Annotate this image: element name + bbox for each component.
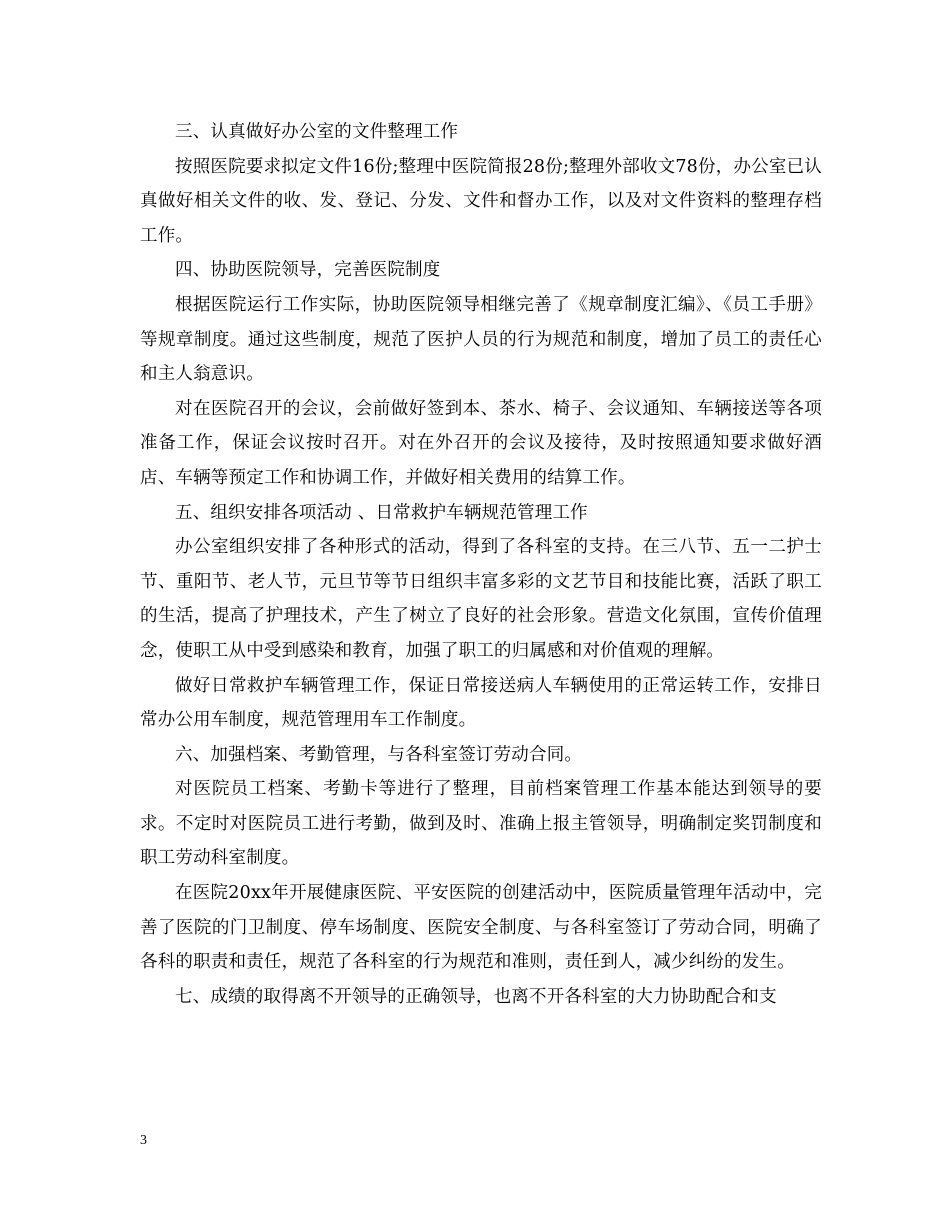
paragraph-regulations: 根据医院运行工作实际，协助医院领导相继完善了《规章制度汇编》、《员工手册》等规章制度。通过这些制度，规范了医护人员的行为规范和制度，增加了员工的责任心和主人翁意识。 (140, 294, 822, 385)
paragraph-activities: 办公室组织安排了各种形式的活动，得到了各科室的支持。在三八节、五一二护士节、重阳节、老人节，元旦节等节日组织丰富多彩的文艺节目和技能比赛，活跃了职工的生活，提高了护理技术，产生了树立了良好的社会形象。营造文化氛围，宣传价值理念，使职工从中受到感染和教育，加强了职工的归属感和对价值观的理解。 (140, 537, 822, 661)
section-heading-3: 三、认真做好办公室的文件整理工作 (175, 122, 459, 142)
section-heading-5: 五、组织安排各项活动 、日常救护车辆规范管理工作 (175, 502, 588, 523)
paragraph-archives: 对医院员工档案、考勤卡等进行了整理，目前档案管理工作基本能达到领导的要求。不定时对医院员工进行考勤，做到及时、准确上报主管领导，明确制定奖罚制度和职工劳动科室制度。 (140, 779, 822, 869)
section-heading-6: 六、加强档案、考勤管理，与各科室签订劳动合同。 (175, 744, 583, 765)
paragraph-vehicles: 做好日常救护车辆管理工作，保证日常接送病人车辆使用的正常运转工作，安排日常办公用车制度，规范管理用车工作制度。 (140, 675, 822, 731)
paragraph-file-work: 按照医院要求拟定文件16份;整理中医院简报28份;整理外部收文78份，办公室已认真做好相关文件的收、发、登记、分发、文件和督办工作，以及对文件资料的整理存档工作。 (140, 156, 822, 246)
paragraph-meetings: 对在医院召开的会议，会前做好签到本、茶水、椅子、会议通知、车辆接送等各项准备工作，保证会议按时召开。对在外召开的会议及接待，及时按照通知要求做好酒店、车辆等预定工作和协调工作，并做好相关费用的结算工作。 (140, 398, 822, 488)
paragraph-hospital-campaign: 在医院20xx年开展健康医院、平安医院的创建活动中，医院质量管理年活动中，完善了医院的门卫制度、停车场制度、医院安全制度、与各科室签订了劳动合同，明确了各科的职责和责任，规范了各科室的行为规范和准则，责任到人，减少纠纷的发生。 (140, 883, 822, 973)
section-heading-7: 七、成绩的取得离不开领导的正确领导，也离不开各科室的大力协助配合和支 (175, 986, 777, 1007)
section-heading-4: 四、协助医院领导，完善医院制度 (175, 260, 441, 281)
page-number: 3 (140, 1133, 147, 1148)
document-body (140, 115, 822, 1014)
